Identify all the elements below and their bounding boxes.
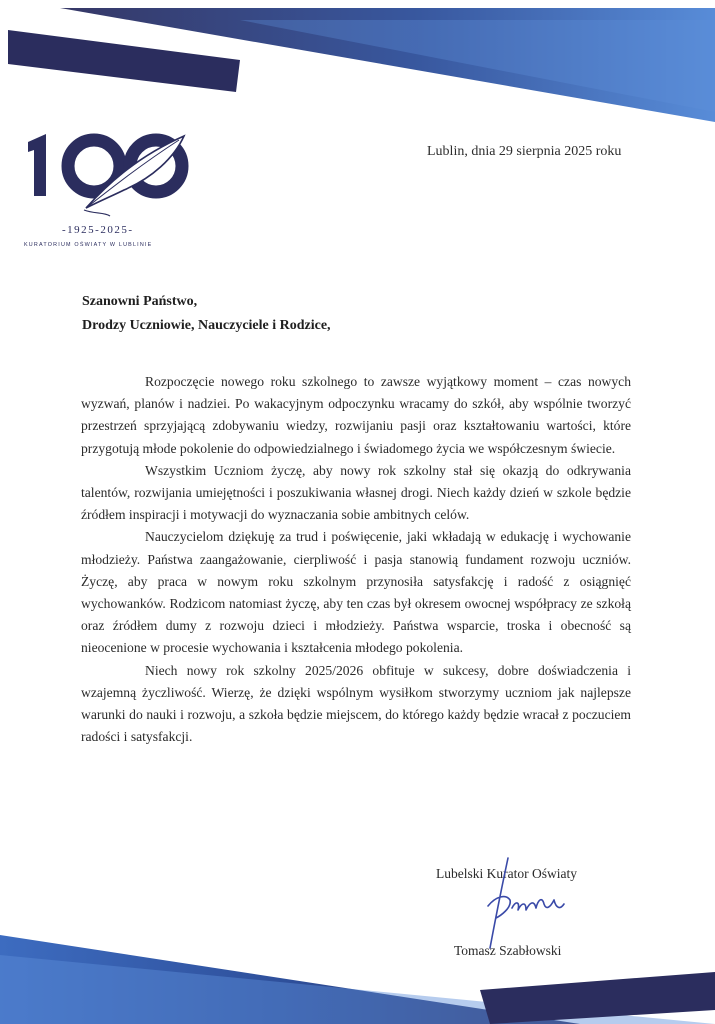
paragraph-2: Wszystkim Uczniom życzę, aby nowy rok szkolny stał się okazją do odkrywania talentów, rozwijania umiejętności i poszukiwania własnej drogi. Niech każdy dzień w szkole będzie źródłem inspiracji i motywacji do wyznaczania sobie ambitnych celów. bbox=[81, 462, 631, 523]
salutation-line-1: Szanowni Państwo, bbox=[82, 294, 198, 309]
salutation bbox=[82, 291, 331, 337]
top-stripe-light bbox=[240, 20, 715, 112]
signatory-name: Tomasz Szabłowski bbox=[454, 943, 562, 958]
paragraph-4: Niech nowy rok szkolny 2025/2026 obfituje w sukcesy, dobre doświadczenia i wzajemną życzliwość. Wierzę, że dzięki wspólnym wysiłkom stworzymy uczniom jak najlepsze warunki do nauki i rozwoju, a szkoła będzie miejscem, do którego każdy będzie wracał z poczuciem radości i satysfakcji. bbox=[81, 662, 631, 745]
100-feather-logo-icon bbox=[24, 128, 204, 223]
kuratorium-logo bbox=[24, 128, 204, 260]
letter-body bbox=[81, 371, 631, 748]
place-date: Lublin, dnia 29 sierpnia 2025 roku bbox=[427, 144, 622, 159]
signatory-title: Lubelski Kurator Oświaty bbox=[436, 866, 577, 881]
handwritten-signature-icon bbox=[450, 856, 570, 956]
logo-years: -1925-2025- bbox=[62, 224, 134, 236]
paragraph-3: Nauczycielom dziękuję za trud i poświęcenie, jaki wkładają w edukację i wychowanie młodzieży. Państwa zaangażowanie, cierpliwość i pasja stanowią fundament rozwoju uczniów. Życzę, aby praca w nowym roku szkolnym przynosiła satysfakcję i radość z osiągnięć wychowanków. Rodzicom natomiast życzę, aby ten czas był okresem owocnej współpracy ze szkołą oraz źródłem dumy z rozwoju dzieci i młodzieży. Państwa wsparcie, troska i obecność są nieocenione w procesie wychowania i kształcenia młodego pokolenia. bbox=[81, 529, 631, 656]
logo-organization: KURATORIUM OŚWIATY W LUBLINIE bbox=[24, 242, 153, 248]
paragraph-1: Rozpoczęcie nowego roku szkolnego to zawsze wyjątkowy moment – czas nowych wyzwań, planów i nadziei. Po wakacyjnym odpoczynku wracamy do szkół, aby wspólnie tworzyć przestrzeń sprzyjającą zdobywaniu wiedzy, rozwijaniu pasji oraz kształtowaniu wartości, które przygotują młode pokolenie do odpowiedzialnego i świadomego życia we współczesnym świecie. bbox=[81, 374, 631, 456]
salutation-line-2: Drodzy Uczniowie, Nauczyciele i Rodzice, bbox=[82, 318, 331, 333]
top-stripe-left bbox=[8, 30, 240, 92]
signature-block bbox=[420, 866, 640, 966]
bottom-stripe-right bbox=[480, 972, 715, 1024]
